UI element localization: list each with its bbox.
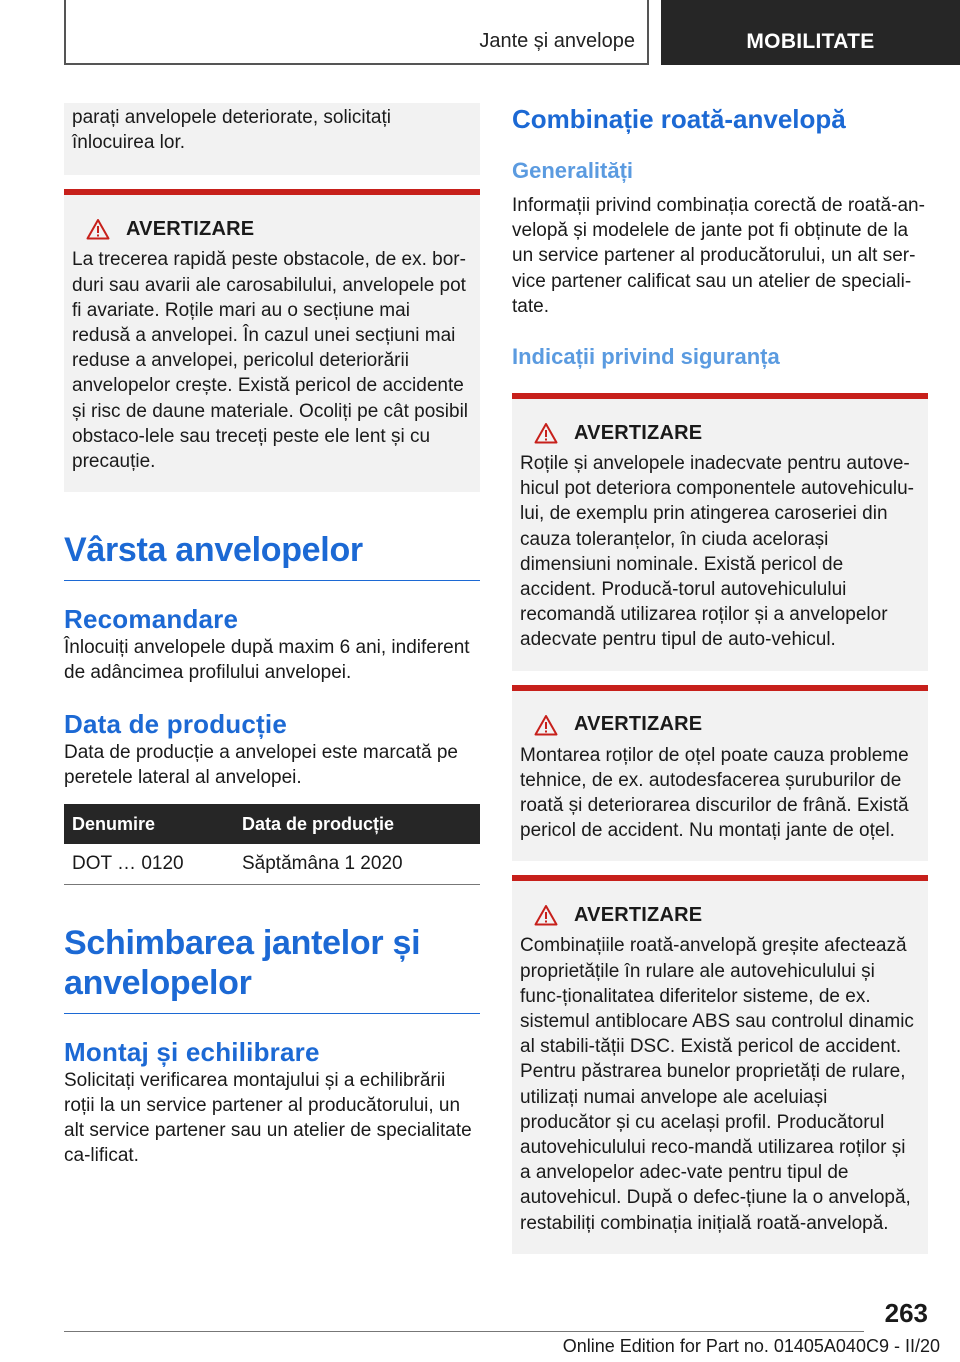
mounting-heading: Montaj și echilibrare — [64, 1036, 320, 1067]
warning-header — [520, 711, 920, 739]
warning-header — [520, 901, 920, 929]
recommendation-heading: Recomandare — [64, 604, 239, 635]
footer-edition: Online Edition for Part no. 01405A040C9 - II/20 — [562, 1336, 940, 1356]
warning-text: Roțile și anvelopele inadecvate pentru autove-hicul pot deteriora componentele autovehiculu-lui, de exemplu prin atingerea caroseriei din cauza toleranțelor, în ciuda acelorași dimensiuni nominale. Există pericol de accident. Producă-torul autovehiculului recomandă utilizarea roților și a anvelopelor adecvate pentru tipul de auto-vehicul. — [520, 453, 914, 651]
footer-divider — [64, 1331, 864, 1332]
warning-header — [72, 215, 472, 243]
production-date-table — [64, 804, 480, 885]
warning-title: AVERTIZARE — [574, 713, 703, 736]
general-heading: Generalități — [512, 158, 634, 183]
right-column — [512, 103, 928, 1254]
recommendation-text: Înlocuiți anvelopele după maxim 6 ani, indiferent de adâncimea profilului anvelopei. — [64, 637, 470, 684]
header-section-label: Jante și anvelope — [479, 30, 635, 52]
header-section-tab — [64, 0, 649, 65]
warning-box-steel-wheels — [512, 685, 928, 862]
warning-triangle-icon — [86, 218, 110, 240]
warning-triangle-icon — [534, 904, 558, 926]
warning-triangle-icon — [534, 714, 558, 736]
header-chapter-label: MOBILITATE — [746, 30, 875, 53]
warning-box-obstacles — [64, 189, 480, 492]
warning-header — [520, 419, 920, 447]
warning-triangle-icon — [534, 422, 558, 444]
table-header-name: Denumire — [64, 804, 234, 844]
warning-title: AVERTIZARE — [126, 217, 255, 240]
warning-title: AVERTIZARE — [574, 903, 703, 926]
table-cell-name: DOT … 0120 — [64, 844, 234, 884]
table-header-date: Data de producție — [234, 804, 480, 844]
warning-box-wrong-combination — [512, 875, 928, 1253]
production-date-text: Data de producție a anvelopei este marcată pe peretele lateral al anvelopei. — [64, 741, 458, 788]
intro-text: parați anvelopele deteriorate, solicitați înlocuirea lor. — [72, 107, 391, 154]
table-cell-date: Săptămâna 1 2020 — [234, 844, 480, 884]
safety-heading: Indicații privind siguranța — [512, 344, 780, 370]
wheel-tire-combination-heading: Combinație roată-anvelopă — [512, 104, 846, 134]
table-row — [64, 844, 480, 884]
general-text: Informații privind combinația corectă de roată-an-velopă și modelele de jante pot fi obținute de la un service partener al producătorului, un alt ser-vice partener calificat sau un atelier de speciali-tate. — [512, 195, 925, 317]
production-date-heading: Data de producție — [64, 708, 287, 739]
intro-box — [64, 103, 480, 175]
header-chapter-tab — [661, 0, 960, 65]
warning-text: Combinațiile roată-anvelopă greșite afectează proprietățile în rulare ale autovehiculului și func-ționalitatea diferitelor sisteme, de ex. sistemul antiblocare ABS sau controlul dinamic al stabili-tății DSC. Există pericol de accident. Pentru păstrarea bunelor proprietăți de rulare, utilizați numai anvelope ale aceluiași producător și cu același profil. Producătorul autovehiculului reco-mandă utilizarea roților și a anvelopelor adec-vate pentru tipul de autovehicul. După o defec-țiune la o anvelopă, restabiliți combinația inițială roată-anvelopă. — [520, 935, 914, 1234]
left-column — [64, 103, 480, 1168]
mounting-text: Solicitați verificarea montajului și a echilibrării roții la un service partener al producătorului, un alt service partener sau un atelier de specialitate ca-lificat. — [64, 1069, 472, 1167]
warning-title: AVERTIZARE — [574, 421, 703, 444]
warning-text: Montarea roților de oțel poate cauza probleme tehnice, de ex. autodesfacerea șuruburilor de roată și deteriorarea discurilor de frână. Există pericol de accident. Nu montați jante de oțel. — [520, 744, 909, 842]
tire-age-heading: Vârsta anvelopelor — [64, 530, 480, 581]
warning-box-unsuitable-wheels — [512, 393, 928, 671]
change-wheels-heading: Schimbarea jantelor și anvelopelor — [64, 923, 480, 1014]
warning-text: La trecerea rapidă peste obstacole, de ex. bor-duri sau avarii ale carosabilului, anvelopele pot fi avariate. Roțile mari au o secțiune mai redusă a anvelopei. În cazul unei secțiuni mai reduse a anvelopei, pericolul deteriorării anvelopelor crește. Există pericol de accidente și risc de daune materiale. Ocoliți pe cât posibil obstaco-lele sau treceți peste ele lent și cu precauție. — [72, 249, 469, 473]
table-header-row — [64, 804, 480, 844]
page-number: 263 — [884, 1298, 928, 1328]
